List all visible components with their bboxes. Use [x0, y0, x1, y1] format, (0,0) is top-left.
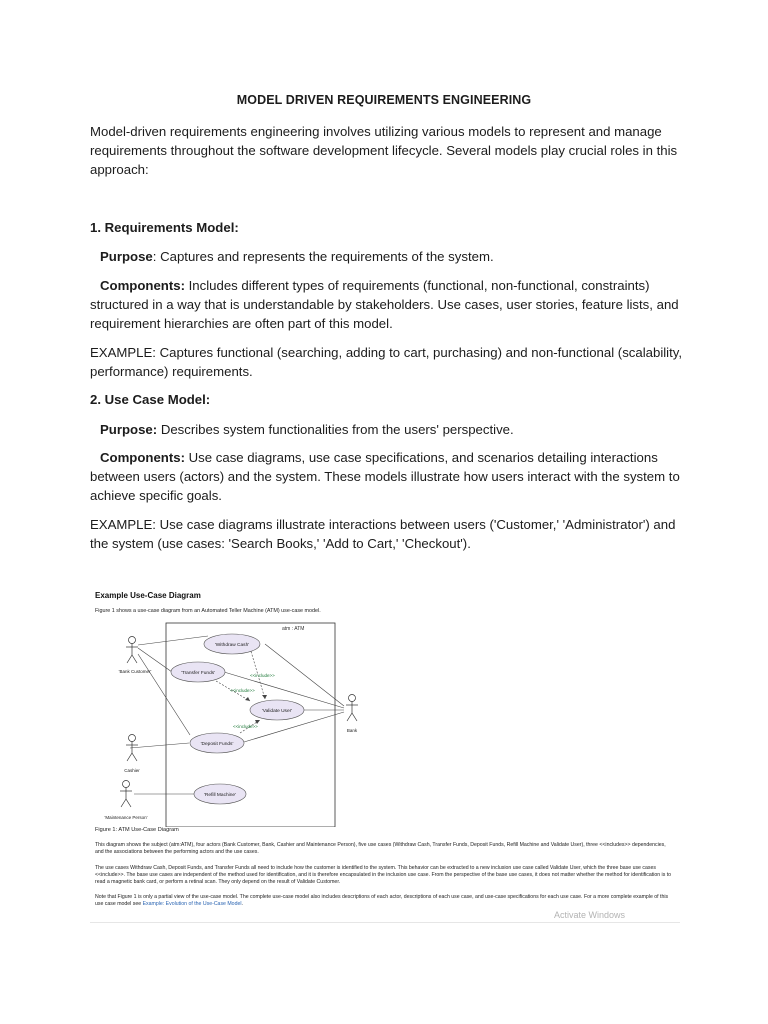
system-label: atm : ATM — [282, 626, 305, 632]
use-case-withdraw — [204, 634, 260, 654]
figure-paragraph-3-end: . — [241, 901, 243, 907]
use-case-label: 'Deposit Funds' — [200, 742, 234, 747]
use-case-label: 'Validate User' — [261, 709, 293, 714]
components-text: Includes different types of requirements (functional, non-functional, constraints) structured in a way that is understandable by stakeholders. Use cases, user stories, feature lists, and requirement hierarchies are often part of this model. — [90, 278, 679, 331]
section-2-purpose — [90, 420, 690, 439]
use-case-deposit — [190, 733, 244, 753]
use-case-diagram — [90, 582, 680, 827]
include-label: <<include>> — [230, 688, 255, 693]
figure-paragraph-3-text: Note that Figure 1 is only a partial view of the use-case model. The complete use-case model also includes descriptions of each actor, descriptions of each use case, and use-case specifications for each use case. For a more complete example of this use case model see — [95, 894, 669, 907]
use-case-transfer — [171, 662, 225, 682]
include-label: <<include>> — [250, 673, 275, 678]
evolution-example-link[interactable]: Example: Evolution of the Use-Case Model — [142, 901, 242, 907]
section-1-heading: 1. Requirements Model: — [90, 220, 239, 235]
activate-windows-watermark: Activate Windows — [554, 910, 626, 920]
use-case-validate — [250, 700, 304, 720]
purpose-label: Purpose: — [100, 422, 158, 437]
components-text: Use case diagrams, use case specifications, and scenarios detailing interactions between users (actors) and the system. These models illustrate how users interact with the system to achieve specific goals. — [90, 450, 680, 503]
actor-bank-customer — [126, 637, 138, 664]
figure-paragraph-3 — [95, 894, 675, 908]
actor-label: 'Bank Customer' — [118, 669, 152, 674]
figure-paragraph-2: The use cases Withdraw Cash, Deposit Funds, and Transfer Funds all need to include how the customer is identified to the system. This behavior can be extracted to a new inclusion use case called Validate User, which the three base use cases <<include>>. The base use cases are independent of the method used for identification, and it is therefore encapsulated in the inclusion use case. From the perspective of the base use cases, it does not matter whether the method for identification is to read a magnetic bank card, or perform a retinal scan. They only depend on the result of Validate Customer. — [95, 865, 672, 885]
include-label: <<include>> — [233, 724, 258, 729]
section-2-components — [90, 448, 690, 505]
components-label: Components: — [100, 450, 185, 465]
intro-paragraph: Model-driven requirements engineering involves utilizing various models to represent and manage requirements throughout the software development lifecycle. Several models play crucial roles in this approach: — [90, 124, 678, 177]
figure-intro: Figure 1 shows a use-case diagram from an Automated Teller Machine (ATM) use-case model. — [95, 608, 321, 614]
use-case-figure — [90, 582, 680, 923]
section-1-purpose — [90, 247, 690, 266]
use-case-refill — [194, 784, 246, 804]
actor-label: Cashier — [124, 768, 140, 773]
actor-maintenance — [120, 781, 132, 808]
purpose-label: Purpose — [100, 249, 153, 264]
figure-title: Example Use-Case Diagram — [95, 591, 201, 600]
section-1-example: EXAMPLE: Captures functional (searching, adding to cart, purchasing) and non-functional (scalability, performance) requirements. — [90, 345, 683, 379]
use-case-label: 'Transfer Funds' — [180, 671, 216, 676]
document-title: MODEL DRIVEN REQUIREMENTS ENGINEERING — [236, 93, 532, 107]
actor-label: Bank — [346, 728, 358, 733]
figure-paragraph-1: This diagram shows the subject (atm:ATM), four actors (Bank Customer, Bank, Cashier and Maintenance Person), five use cases (Withdraw Cash, Transfer Funds, Deposit Funds, Refill Machine and Validate User), three <<includes>> dependencies, and the associations between the performing actors and the use cases. — [95, 842, 666, 855]
actor-bank — [346, 695, 358, 722]
section-2-heading: 2. Use Case Model: — [90, 392, 211, 407]
use-case-label: 'Refill Machine' — [204, 793, 236, 798]
actor-label: 'Maintenance Person' — [104, 815, 148, 820]
use-case-label: 'Withdraw Cash' — [214, 643, 250, 648]
association-lines — [130, 636, 344, 794]
figure-caption: Figure 1: ATM Use-Case Diagram — [95, 827, 179, 833]
purpose-text: : Captures and represents the requirements of the system. — [152, 249, 494, 264]
components-label: Components: — [100, 278, 185, 293]
purpose-text: Describes system functionalities from the users' perspective. — [157, 422, 514, 437]
section-1-components — [90, 276, 690, 333]
section-2-example: EXAMPLE: Use case diagrams illustrate interactions between users ('Customer,' 'Administrator') and the system (use cases: 'Search Books,' 'Add to Cart,' 'Checkout'). — [90, 517, 676, 551]
